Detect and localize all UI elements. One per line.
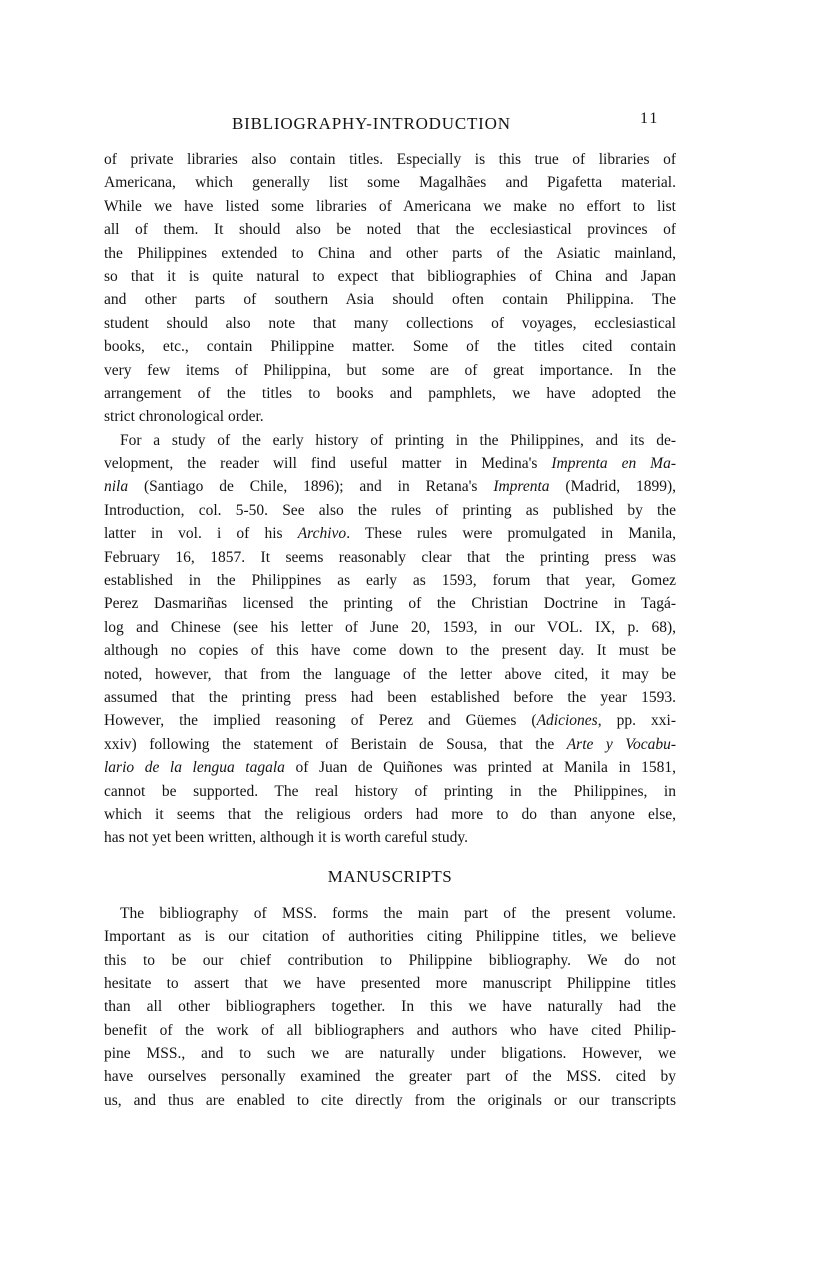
text-line: although no copies of this have come down to the present day. It must be [104,642,676,660]
text-line: hesitate to assert that we have presented more manuscript Philippine titles [104,974,676,992]
text-run: (Madrid, 1899), [549,478,676,496]
text-line: Introduction, col. 5-50. See also the rules of printing as published by the [104,501,676,519]
text-line: strict chronological order. [104,408,264,426]
text-line: The bibliography of MSS. forms the main part of the present volume. [120,904,676,922]
text-line: assumed that the printing press had been established before the year 1593. [104,688,676,706]
text-line: very few items of Philippina, but some are of great importance. In the [104,361,676,379]
book-title: Archivo [297,525,347,543]
text-run: , pp. xxi- [597,712,676,730]
text-line: books, etc., contain Philippine matter. Some of the titles cited contain [104,338,676,356]
text-line: of private libraries also contain titles. Especially is this true of libraries of [104,151,676,168]
text-line: has not yet been written, although it is worth careful study. [104,829,469,847]
text-line [104,475,676,498]
page-header [0,110,824,136]
text-line: February 16, 1857. It seems reasonably clear that the printing press was [104,548,676,566]
text-line [104,756,676,779]
text-line: student should also note that many collections of voyages, ecclesiastical [104,314,676,332]
text-line: Important as is our citation of authorities citing Philippine titles, we believe [104,928,676,946]
text-line: For a study of the early history of printing in the Philippines, and its de- [120,431,676,449]
book-title: lario de la lengua tagala [104,759,285,777]
text-line: than all other bibliographers together. In this we have naturally had the [104,998,676,1016]
text-line: and other parts of southern Asia should often contain Philippina. The [104,291,676,309]
text-line [104,733,676,756]
text-line: have ourselves personally examined the greater part of the MSS. cited by [104,1068,676,1086]
text-line [104,452,676,475]
text-run: . These rules were promulgated in Manila, [346,525,676,543]
text-line: this to be our chief contribution to Philippine bibliography. We do not [104,951,676,969]
book-title: nila [104,478,129,496]
text-line [104,709,676,732]
text-line: so that it is quite natural to expect that bibliographies of China and Japan [104,267,676,285]
text-line: established in the Philippines as early as 1593, forum that year, Gomez [104,572,676,590]
text-line [104,522,676,545]
book-title: Imprenta en Ma- [551,455,676,473]
paragraph-printing-history [104,429,676,850]
text-line: Americana, which generally list some Magalhães and Pigafetta material. [104,174,676,192]
text-line: us, and thus are enabled to cite directly from the originals or our transcripts [104,1091,676,1109]
text-line: cannot be supported. The real history of printing in the Philippines, in [104,782,676,800]
text-run: velopment, the reader will find useful matter in Medina's [104,455,552,473]
section-heading: MANUSCRIPTS [327,866,453,886]
text-run: latter in vol. i of his [104,525,298,543]
text-line: arrangement of the titles to books and pamphlets, we have adopted the [104,384,676,402]
book-title: Imprenta [493,478,550,496]
paragraph-libraries [104,148,676,429]
book-title: Arte y Vocabu- [566,735,676,753]
text-line: log and Chinese (see his letter of June 20, 1593, in our VOL. IX, p. 68), [104,618,676,636]
text-line: the Philippines extended to China and other parts of the Asiatic mainland, [104,244,676,262]
book-title: Adiciones [536,712,598,730]
running-head: BIBLIOGRAPHY-INTRODUCTION [232,114,511,133]
text-line: noted, however, that from the language of the letter above cited, it may be [104,665,676,683]
text-line: pine MSS., and to such we are naturally under bligations. However, we [104,1045,676,1063]
paragraph-manuscripts [104,902,676,1113]
text-line: Perez Dasmariñas licensed the printing of the Christian Doctrine in Tagá- [104,595,676,613]
text-line: all of them. It should also be noted that the ecclesiastical provinces of [104,221,676,239]
text-run: However, the implied reasoning of Perez and Güemes ( [104,712,537,730]
text-run: (Santiago de Chile, 1896); and in Retana's [128,478,494,496]
text-line: benefit of the work of all bibliographers and authors who have cited Philip- [104,1021,676,1039]
text-run: of Juan de Quiñones was printed at Manila in 1581, [284,759,676,777]
text-run: xxiv) following the statement of Beristain de Sousa, that the [104,735,567,753]
text-line: which it seems that the religious orders had more to do than anyone else, [104,805,676,823]
page-number: 11 [640,110,660,127]
text-line: While we have listed some libraries of Americana we make no effort to list [104,197,676,215]
body-text [104,148,676,1112]
